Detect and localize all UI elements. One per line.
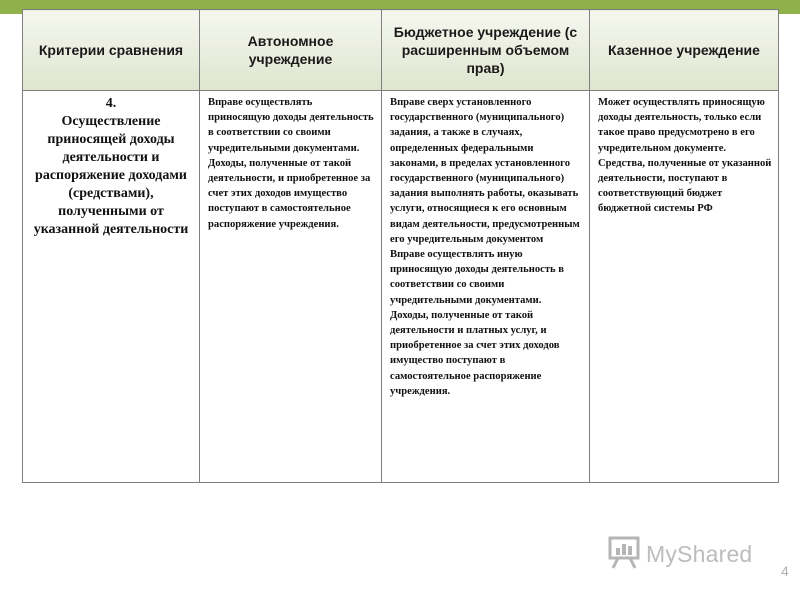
page-number: 4	[781, 563, 789, 579]
cell-criterion	[23, 91, 200, 483]
header-autonomous: Автономное учреждение	[200, 10, 382, 91]
budget-paragraph-3: Доходы, полученные от такой деятельности и платных услуг, и приобретенное за счет этих доходов имущество поступают в самостоятельное распоряжение учреждения.	[390, 309, 560, 397]
header-criteria: Критерии сравнения	[23, 10, 200, 91]
criterion-number: 4.	[105, 96, 117, 111]
comparison-table-container	[22, 9, 778, 483]
budget-paragraph-1: Вправе сверх установленного государственного (муниципального) задания, а также в случаях, определенных федеральными законами, в пределах установленного государственного (муниципального) задания выполнять работы, оказывать услуги, относящиеся к его основным видам деятельности, предусмотренным его учредительным документом	[390, 97, 580, 245]
cell-state: Может осуществлять приносящую доходы деятельность, только если такое право предусмотрено в его учредительном документе. Средства, полученные от указанной деятельности, поступают в соответствующий бюджет бюджетной системы РФ	[590, 91, 779, 483]
presentation-board-icon	[608, 535, 640, 574]
watermark-text: MyShared	[646, 540, 753, 567]
watermark-logo	[608, 534, 768, 574]
budget-paragraph-2: Вправе осуществлять иную приносящую доходы деятельность в соответствии со своими учредительными документами.	[390, 249, 564, 306]
criterion-text: Осуществление приносящей доходы деятельности и распоряжение доходами (средствами), полученными от указанной деятельности	[33, 114, 189, 237]
cell-budget	[382, 91, 590, 483]
header-state: Казенное учреждение	[590, 10, 779, 91]
comparison-table	[22, 9, 779, 483]
table-row	[23, 91, 779, 483]
header-budget: Бюджетное учреждение (с расширенным объемом прав)	[382, 10, 590, 91]
table-header-row	[23, 10, 779, 91]
cell-autonomous: Вправе осуществлять приносящую доходы деятельность в соответствии со своими учредительными документами. Доходы, полученные от такой деятельности, и приобретенное за счет этих доходов имущество поступают в самостоятельное распоряжение учреждения.	[200, 91, 382, 483]
